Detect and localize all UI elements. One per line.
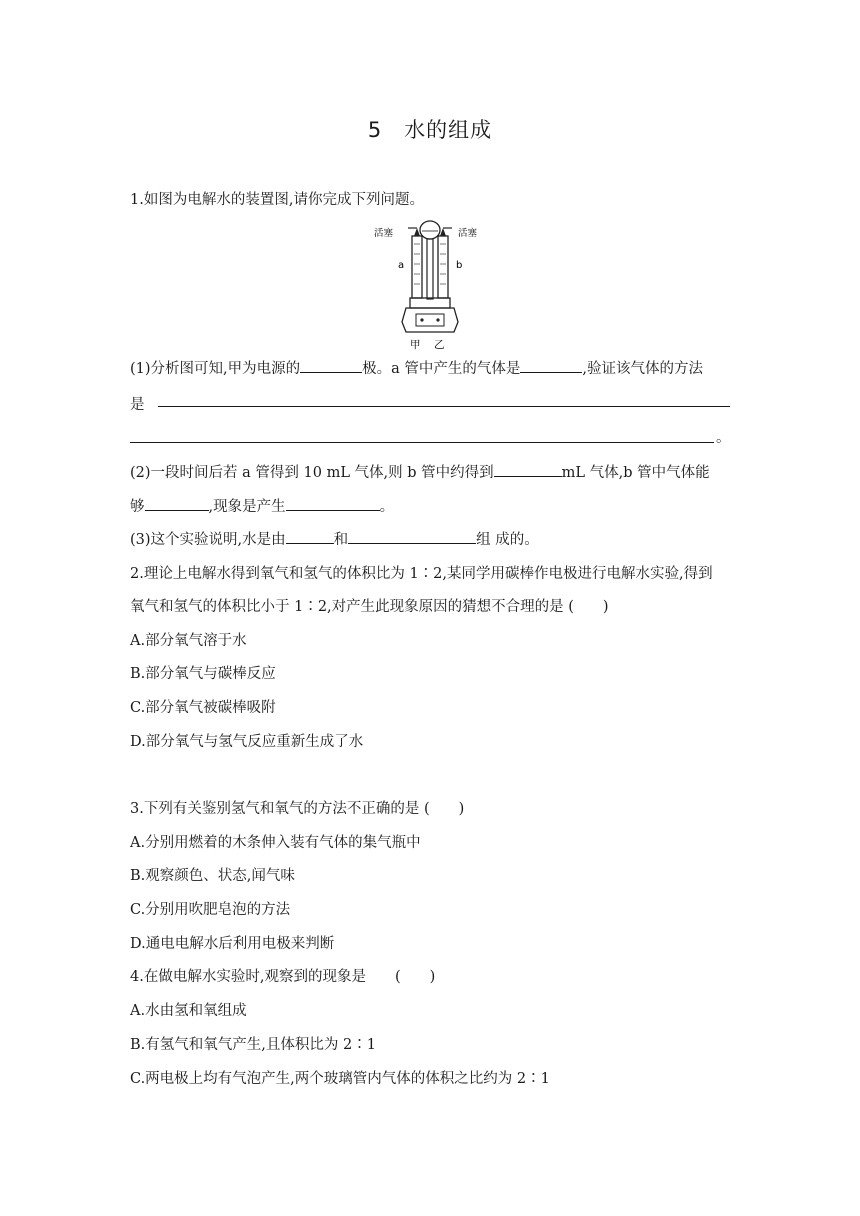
q1-part1-end: 。 <box>716 430 731 446</box>
electrode-right-label: 乙 <box>434 339 445 351</box>
q4-stem: 4.在做电解水实验时,观察到的现象是 ( ) <box>130 969 436 985</box>
q1-part1-line1: (1)分析图可知,甲为电源的 极。a 管中产生的气体是 ,验证该气体的方法 <box>130 358 703 379</box>
stopcock-right-label: 活塞 <box>458 228 478 239</box>
answer-blank[interactable] <box>348 529 476 544</box>
q2-option-b[interactable]: B.部分氧气与碳棒反应 <box>130 666 276 682</box>
q1-part2-line2: 够 ,现象是产生 。 <box>130 496 394 517</box>
answer-blank[interactable] <box>300 358 362 373</box>
q2-option-c[interactable]: C.部分氧气被碳棒吸附 <box>130 700 276 716</box>
q1-part1-line2: 是 <box>130 397 145 413</box>
q4-option-b[interactable]: B.有氢气和氧气产生,且体积比为 2∶1 <box>130 1037 376 1053</box>
answer-blank[interactable] <box>145 496 209 511</box>
q1-stem: 1.如图为电解水的装置图,请你完成下列问题。 <box>130 192 424 208</box>
tube-a-label: a <box>398 260 405 271</box>
answer-blank[interactable] <box>158 406 730 407</box>
answer-blank[interactable] <box>130 442 714 443</box>
tube-b-label: b <box>456 260 463 271</box>
q4-option-a[interactable]: A.水由氢和氧组成 <box>130 1003 247 1019</box>
q3-option-d[interactable]: D.通电电解水后利用电极来判断 <box>130 936 335 952</box>
answer-blank[interactable] <box>520 358 582 373</box>
q2-stem-line1: 2.理论上电解水得到氧气和氢气的体积比为 1∶2,某同学用碳棒作电极进行电解水实验,得到 <box>130 566 713 582</box>
q4-option-c[interactable]: C.两电极上均有气泡产生,两个玻璃管内气体的体积之比约为 2∶1 <box>130 1071 550 1087</box>
answer-blank[interactable] <box>286 529 334 544</box>
q3-option-c[interactable]: C.分别用吹肥皂泡的方法 <box>130 902 291 918</box>
q1-part2-line1: (2)一段时间后若 a 管得到 10 mL 气体,则 b 管中约得到 mL 气体,b 管中气体能 <box>130 462 710 483</box>
q3-stem: 3.下列有关鉴别氢气和氧气的方法不正确的是 ( ) <box>130 801 465 817</box>
q2-option-a[interactable]: A.部分氧气溶于水 <box>130 633 247 649</box>
electrolysis-apparatus-figure <box>370 214 490 354</box>
answer-blank[interactable] <box>286 496 380 511</box>
q3-option-a[interactable]: A.分别用燃着的木条伸入装有气体的集气瓶中 <box>130 835 421 851</box>
q3-option-b[interactable]: B.观察颜色、状态,闻气味 <box>130 868 295 884</box>
q2-option-d[interactable]: D.部分氧气与氢气反应重新生成了水 <box>130 734 364 750</box>
page-title: 5 水的组成 <box>367 118 493 142</box>
electrode-left-label: 甲 <box>410 339 421 351</box>
answer-blank[interactable] <box>494 462 562 477</box>
q1-part3: (3)这个实验说明,水是由 和 组 成的。 <box>130 529 539 550</box>
q2-stem-line2: 氧气和氢气的体积比小于 1∶2,对产生此现象原因的猜想不合理的是 ( ) <box>130 599 609 615</box>
stopcock-left-label: 活塞 <box>374 228 394 239</box>
